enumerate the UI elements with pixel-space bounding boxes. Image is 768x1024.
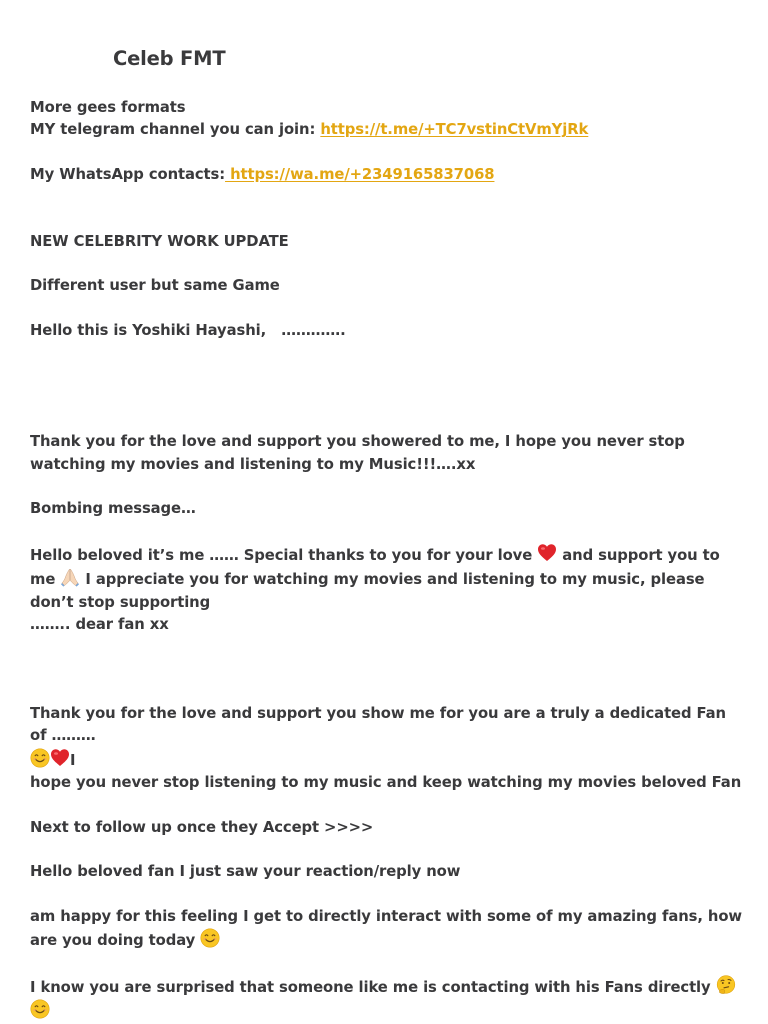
document-body (30, 97, 742, 1023)
happy-paragraph (30, 906, 742, 953)
page-title: Celeb FMT (113, 47, 226, 70)
telegram-label: MY telegram channel you can join: (30, 121, 321, 139)
heart-icon (537, 543, 557, 563)
telegram-line (30, 119, 742, 141)
beloved-text-a: Hello beloved it’s me …… Special thanks to you for your love (30, 546, 538, 564)
intro-line: More gees formats (30, 99, 186, 116)
thank-you-2-tail: I (70, 751, 76, 769)
bombing-message-line: Bombing message… (30, 500, 196, 518)
thank-you-paragraph-1: Thank you for the love and support you showered to me, I hope you never stop watching my movies and listening to my Music!!!….xx (30, 433, 685, 473)
beloved-text-c: I appreciate you for watching my movies and listening to my music, please don’t stop supporting (30, 571, 705, 611)
thinking-face-icon (716, 975, 736, 995)
thank-you-paragraph-2 (30, 703, 742, 772)
whatsapp-label: My WhatsApp contacts: (30, 165, 226, 183)
telegram-link[interactable]: https://t.me/+TC7vstinCtVmYjRk (320, 121, 589, 139)
smiling-face-icon (30, 748, 50, 768)
update-heading: NEW CELEBRITY WORK UPDATE (30, 232, 289, 250)
beloved-text-b: and support you to me (30, 546, 720, 589)
next-follow-line: Next to follow up once they Accept >>>> (30, 818, 374, 836)
whatsapp-link[interactable]: https://wa.me/+2349165837068 (225, 165, 495, 183)
hope-line: hope you never stop listening to my music and keep watching my movies beloved Fan (30, 773, 742, 791)
smiling-face-icon (30, 999, 50, 1019)
surprised-paragraph (30, 975, 742, 1024)
praying-hands-icon (60, 567, 80, 587)
dear-fan-line: …….. dear fan xx (30, 615, 169, 633)
different-user-line: Different user but same Game (30, 277, 280, 295)
whatsapp-line (30, 164, 742, 186)
surprised-text: I know you are surprised that someone like me is contacting with his Fans directly (30, 978, 716, 996)
saw-reaction-line: Hello beloved fan I just saw your reaction/reply now (30, 863, 461, 881)
happy-text: am happy for this feeling I get to directly interact with some of my amazing fans, how are you doing today (30, 907, 742, 949)
beloved-paragraph (30, 543, 742, 614)
hello-line: Hello this is Yoshiki Hayashi, …………. (30, 321, 346, 339)
heart-icon (50, 748, 70, 768)
thank-you-2-text: Thank you for the love and support you show me for you are a truly a dedicated Fan of ……… (30, 705, 726, 745)
smiling-face-icon (200, 928, 220, 948)
